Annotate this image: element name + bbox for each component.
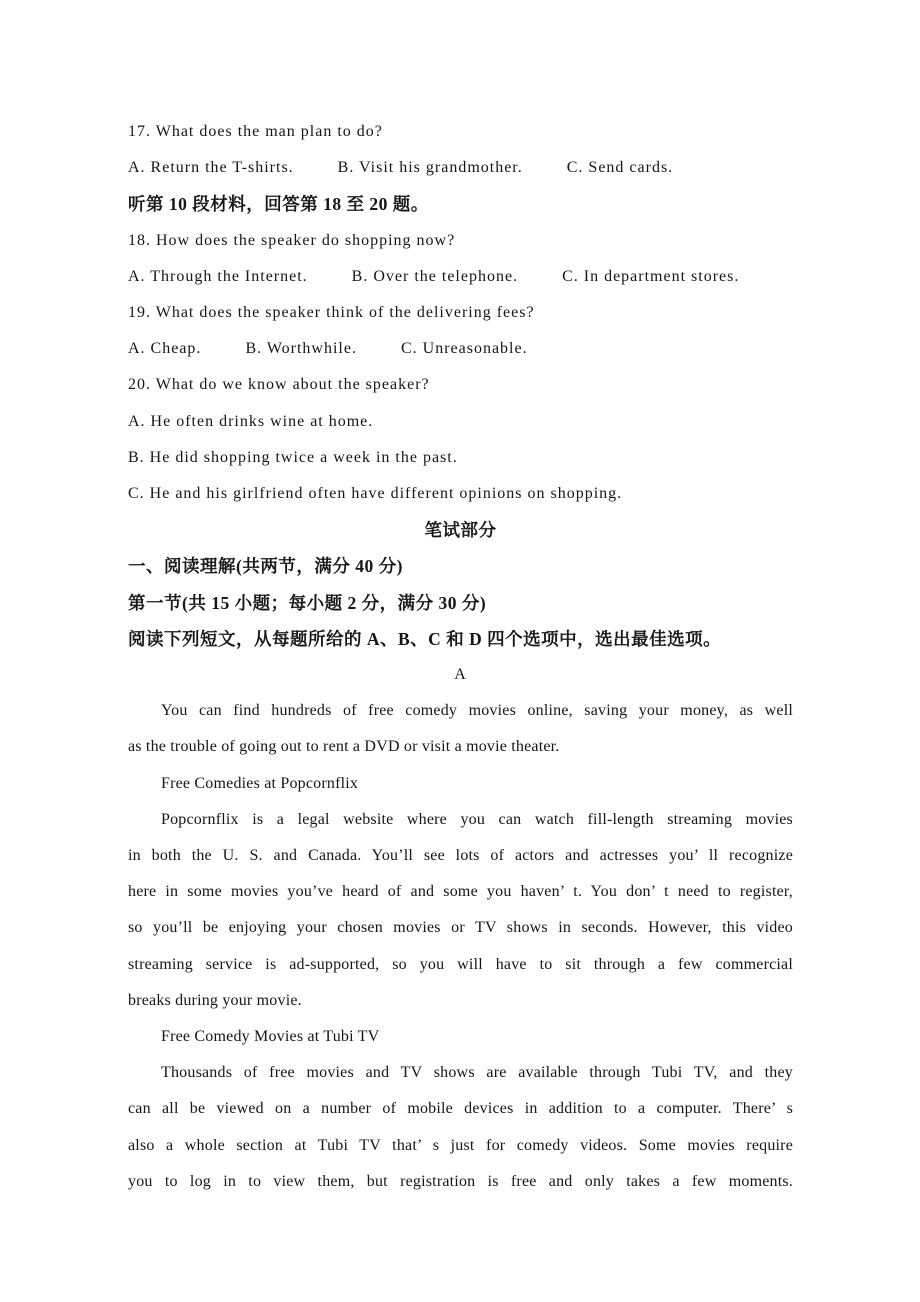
- question-18: 18. How does the speaker do shopping now?: [128, 231, 456, 249]
- option-a: A. Through the Internet.: [128, 267, 308, 285]
- passage-line: streaming service is ad-supported, so you will have to sit through a few commercial: [128, 955, 793, 973]
- question-20-option-c: C. He and his girlfriend often have different opinions on shopping.: [128, 485, 623, 503]
- written-section: [128, 512, 793, 1200]
- passage-line: in both the U. S. and Canada. You’ll see lots of actors and actresses you’ ll recognize: [128, 847, 793, 865]
- passage-line: as the trouble of going out to rent a DVD or visit a movie theater.: [128, 738, 560, 756]
- question-19: 19. What does the speaker think of the delivering fees?: [128, 304, 535, 322]
- option-b: B. Visit his grandmother.: [337, 159, 523, 177]
- passage-line: can all be viewed on a number of mobile devices in addition to a computer. There’ s: [128, 1100, 793, 1118]
- option-a: A. Cheap.: [128, 340, 202, 358]
- question-18-options: [128, 259, 793, 295]
- passage-a: [128, 693, 793, 1200]
- passage-line: also a whole section at Tubi TV that’ s just for comedy videos. Some movies require: [128, 1136, 793, 1154]
- question-17-options: [128, 150, 793, 186]
- option-b: B. Worthwhile.: [245, 340, 357, 358]
- passage-a-label: A: [454, 666, 467, 684]
- option-a: A. Return the T-shirts.: [128, 159, 294, 177]
- passage-line: you to log in to view them, but registration is free and only takes a few moments.: [128, 1172, 793, 1190]
- passage-subheading: Free Comedies at Popcornflix: [161, 774, 359, 792]
- passage-line: so you’ll be enjoying your chosen movies or TV shows in seconds. However, this video: [128, 919, 793, 937]
- option-c: C. In department stores.: [562, 267, 740, 285]
- passage-subheading: Free Comedy Movies at Tubi TV: [161, 1028, 380, 1046]
- passage-line: breaks during your movie.: [128, 991, 302, 1009]
- question-20-option-a: A. He often drinks wine at home.: [128, 412, 374, 430]
- question-20-option-b: B. He did shopping twice a week in the past.: [128, 448, 458, 466]
- reading-comprehension-heading: 一、阅读理解(共两节，满分 40 分): [128, 556, 403, 577]
- passage-line: Thousands of free movies and TV shows are available through Tubi TV, and they: [161, 1064, 793, 1082]
- question-20: 20. What do we know about the speaker?: [128, 376, 430, 394]
- passage-line: here in some movies you’ve heard of and some you haven’ t. You don’ t need to register,: [128, 883, 793, 901]
- passage-line: Popcornflix is a legal website where you can watch fill-length streaming movies: [161, 810, 793, 828]
- written-part-title: 笔试部分: [424, 520, 497, 541]
- listening-material-note: 听第 10 段材料，回答第 18 至 20 题。: [128, 194, 429, 215]
- listening-questions-section: [128, 114, 793, 512]
- option-c: C. Send cards.: [566, 159, 674, 177]
- question-17: 17. What does the man plan to do?: [128, 123, 383, 140]
- passage-line: You can find hundreds of free comedy movies online, saving your money, as well: [161, 702, 793, 720]
- option-c: C. Unreasonable.: [400, 340, 528, 358]
- question-19-options: [128, 331, 793, 367]
- reading-instructions: 阅读下列短文，从每题所给的 A、B、C 和 D 四个选项中，选出最佳选项。: [128, 628, 722, 649]
- option-b: B. Over the telephone.: [351, 267, 519, 285]
- section-one-heading: 第一节(共 15 小题；每小题 2 分，满分 30 分): [128, 592, 487, 613]
